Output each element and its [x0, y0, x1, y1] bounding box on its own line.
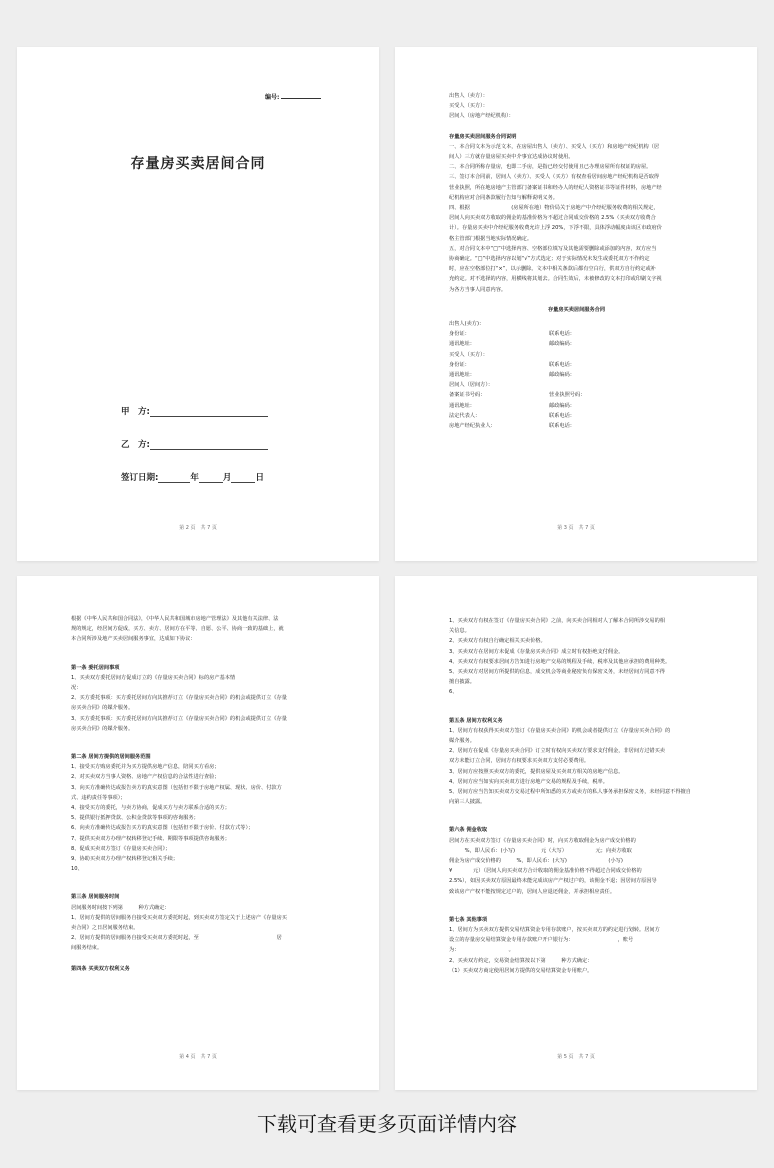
- form-label: 联系电话：: [549, 331, 575, 338]
- text-line: 2、买方委托事项：买方委托居间方向其推荐订立《存量房买卖合同》的机会或提供订立《存量: [71, 695, 287, 702]
- text-line: 2、居间方提供的居间服务自接受买卖双方委托时起，至 居: [71, 935, 282, 942]
- text-line: 2、对买卖双方当事人资格、房地产产权信息的合法性进行查验；: [71, 774, 220, 781]
- text-line: 1、买卖双方有权在签订《存量房买卖合同》之前，向买卖合同相对人了解本合同所涉交易的相: [449, 618, 665, 624]
- text-line: 1、买卖双方委托居间方促成订立的《存量房买卖合同》标的房产基本情: [71, 674, 236, 681]
- text-line: 一、本合同文本为示范文本，在房屋出售人（卖方）、买受人（买方）和房地产经纪机构（居: [449, 143, 660, 150]
- text-line: 房买卖合同》的媒介服务。: [71, 705, 134, 712]
- form-label: 法定代表人：: [449, 412, 481, 419]
- text-line: 5、买卖双方对居间方所提供的信息，成交机会等商业秘密负有保密义务，未经居间方同意不得: [449, 669, 665, 676]
- article-3-body: [71, 903, 326, 954]
- article-6-title: 第六条 佣金收取: [449, 827, 488, 834]
- form-label: 居间人（居间方）：: [449, 382, 494, 389]
- text-line: 房买卖合同》的媒介服务。: [71, 725, 134, 732]
- notes-page: [395, 47, 757, 561]
- text-line: 2、买卖双方有权自行确定相关买卖价格。: [449, 638, 546, 645]
- article-4-body: [449, 616, 704, 698]
- text-line: 营业执照，所在地房地产主管部门备案证书和经办人的经纪人资格证书等证件材料，房地产经: [449, 184, 662, 191]
- text-line: 计）。存量房买卖中介经纪服务收费允许上浮 20%，下浮不限，具体浮动幅度由该区市政府价: [449, 225, 662, 232]
- form-label: 联系电话：: [549, 361, 575, 368]
- articles-content-2: [449, 616, 704, 976]
- text-line: 双方未能订立合同，居间方有权要求买卖双方支付必要费用。: [449, 758, 590, 765]
- form-label: 买受人（买方）：: [449, 351, 488, 358]
- text-line: 3、买卖双方在居间方未促成《存量房买卖合同》成立时有权拒绝支付佣金。: [449, 648, 624, 655]
- form-label: 营业执照号码：: [549, 392, 586, 399]
- articles-page-2: [395, 576, 757, 1090]
- intro-text: [71, 614, 326, 645]
- form-label: 邮政编码：: [549, 341, 575, 348]
- text-line: 6、: [449, 689, 458, 696]
- form-label: 通讯地址：: [449, 341, 475, 348]
- download-caption: 下载可查看更多页面详情内容: [257, 1112, 517, 1136]
- text-line: 居间人向买卖双方收取的佣金的基准价格为不超过合同成交价格的 2.5%（买卖双方收费合: [449, 215, 656, 222]
- notes-list: [449, 142, 704, 295]
- article-2-body: [71, 762, 326, 874]
- text-line: 居间人（房地产经纪机构）：: [449, 113, 514, 120]
- text-line: 格主管部门根据当地实际情况确定。: [449, 235, 533, 242]
- form-label: [549, 380, 649, 390]
- form-label: [549, 350, 649, 360]
- text-line: 间服务结束。: [71, 945, 103, 952]
- party-b: 乙 方:: [121, 438, 268, 450]
- form-label: 通讯地址：: [449, 372, 475, 379]
- text-line: （1）买卖双方商定使用居间方提供的交易结算资金专用账户。: [449, 967, 593, 974]
- text-line: 1、居间方提供的居间服务自接受买卖双方委托时起，到买卖双方签定关于上述房产《存量房买: [71, 914, 287, 921]
- text-line: %，即人民币：(小写) 元（大写） 元；向卖方收取: [449, 847, 632, 854]
- article-4-title: 第四条 买卖双方权利义务: [71, 965, 130, 972]
- text-line: 4、接受买方的委托，与卖方协商，促成买方与卖方联系合适的买方；: [71, 805, 230, 812]
- form-row: [449, 390, 704, 400]
- form-row: [449, 350, 704, 360]
- contract-number: 编号:: [265, 92, 321, 101]
- text-line: 4、居间方应当如实向买卖双方进行房地产交易的规程及手续，税率。: [449, 778, 608, 785]
- text-line: 2.5%），如因买卖双方原因最终未能完成该房产产权过户的，该佣金不退；因居间方原因导: [449, 878, 657, 885]
- text-line: 致该房产产权不能按规定过户的，居间人应退还佣金，并承担相应责任。: [449, 888, 616, 895]
- text-line: 2、买卖双方约定，交易资金结算按以下第 种方式确定：: [449, 957, 593, 964]
- text-line: 时，应在空格部位打“×”，以示删除。文本中相关条款后都有空白行，供双方自行约定或补: [449, 266, 656, 273]
- text-line: 本合同所涉及地产买卖居间服务事宜，达成如下协议：: [71, 636, 196, 643]
- form-label: 联系电话：: [549, 423, 575, 430]
- article-7-title: 第七条 其他事项: [449, 916, 488, 923]
- form-label: 出售人(卖方)：: [449, 321, 485, 328]
- text-line: 根据《中华人民共和国合同法》，《中华人民共和国城市房地产管理法》及其他有关法律、法: [71, 616, 279, 622]
- form-label: 邮政编码：: [549, 402, 575, 409]
- text-line: 关信息。: [449, 628, 470, 635]
- form-label: 房地产经纪执业人：: [449, 423, 496, 430]
- article-5-title: 第五条 居间方权利义务: [449, 717, 503, 724]
- form-label: 通讯地址：: [449, 402, 475, 409]
- text-line: 1、接受买方购房委托并为买方提供房地产信息，陪同买方看房；: [71, 764, 220, 771]
- text-line: 式、违约责任等事项）；: [71, 794, 126, 801]
- article-5-body: [449, 726, 704, 808]
- text-line: 买受人（买方）：: [449, 103, 488, 110]
- text-line: 间人）三方就存量房屋买卖中介事宜达成协议时使用。: [449, 154, 574, 161]
- text-line: 1、居间方有权获得买卖双方签订《存量房买卖合同》的机会或者提供订立《存量房买卖合同》的: [449, 727, 671, 734]
- articles-content-1: [71, 614, 326, 974]
- articles-page-1: [17, 576, 379, 1090]
- form-row: [449, 370, 704, 380]
- text-line: 二、本合同所称存量房，也即二手房，是指已经交付使用且已办理房屋所有权证的房屋。: [449, 164, 652, 171]
- text-line: 居间方在买卖双方签订《存量房买卖合同》时，向买方收取佣金为房产成交价格的: [449, 837, 636, 844]
- text-line: 规的规定，经居间方促成，买方、卖方、居间方在平等、自愿、公平、协商一致的基础上，就: [71, 626, 284, 633]
- sign-date: 签订日期: 年 月 日: [121, 473, 264, 483]
- article-1-body: [71, 673, 326, 734]
- form-row: [449, 360, 704, 370]
- cover-title: 存量房买卖居间合同: [130, 156, 266, 172]
- text-line: 况：: [71, 685, 82, 692]
- page-footer: 第 5 页 共 7 页: [557, 1054, 595, 1060]
- form-label: 身份证：: [449, 331, 470, 338]
- article-6-body: [449, 836, 704, 897]
- text-line: 7、提供买卖双方办理产权转移登记手续、期限等事项提供咨询服务；: [71, 835, 230, 842]
- text-line: 9、协助买卖双方办理产权转移登记相关手续；: [71, 856, 179, 863]
- text-line: 1、居间方为买卖双方提供交易结算资金专用存款账户，按买卖双方的约定进行划转。居间方: [449, 927, 660, 934]
- notes-content: [449, 91, 704, 431]
- form-label: 身份证：: [449, 361, 470, 368]
- text-line: 3、买方委托事项：买方委托居间方向其推荐订立《存量房买卖合同》的机会或提供订立《存量: [71, 715, 287, 722]
- text-line: 为： 。: [449, 947, 514, 954]
- form-row: [449, 411, 704, 421]
- text-line: 五，对合同文本中“□”中选择内容、空格部位填写及其他需要删除或添加的内容，双方应当: [449, 245, 657, 252]
- text-line: 居间服务时间按下列第 种方式确定：: [71, 904, 170, 911]
- article-1-title: 第一条 委托居间事项: [71, 664, 120, 671]
- text-line: 8、促成买卖双方签订《存量房买卖合同》；: [71, 845, 171, 852]
- article-2-title: 第二条 居间方提供的居间服务范围: [71, 754, 151, 761]
- text-line: 2、居间方在促成《存量房买卖合同》订立时有权向买卖双方要求支付佣金，非居间方过错买卖: [449, 748, 665, 755]
- article-3-title: 第三条 居间服务时间: [71, 894, 120, 901]
- text-line: 6、向卖方准确传达或报告买方的真实意图（包括但不限于房价、付款方式等）；: [71, 825, 254, 832]
- form-row: [449, 339, 704, 349]
- text-line: 卖合同》之日居间服务结束。: [71, 925, 139, 932]
- form-row: [449, 380, 704, 390]
- text-line: ¥ 元）（居间人向买卖双方合计收取的佣金基准价格不得超过合同成交价格的: [449, 868, 642, 875]
- article-7-body: [449, 925, 704, 976]
- form-row: [449, 401, 704, 411]
- form-row: [449, 319, 704, 329]
- page-footer: 第 4 页 共 7 页: [179, 1054, 217, 1060]
- text-line: 向第三人披露。: [449, 799, 486, 806]
- form-label: 联系电话：: [549, 412, 575, 419]
- text-line: 5、提供银行抵押贷款、公积金贷款等事项的咨询服务；: [71, 815, 199, 822]
- text-line: 四、根据 (房屋所在地）物价局关于房地产中介经纪服务收费的相关规定，: [449, 205, 659, 212]
- text-line: 协商确定。“□”中选择内容以划“√”方式选定；对于实际情况未发生或委托双方不作约定: [449, 256, 650, 263]
- text-line: 3、向买方准确传达或报告卖方的真实意图（包括但不限于房地产权属、现状、房价、付款方: [71, 784, 282, 791]
- form-row: [449, 329, 704, 339]
- text-line: 为各方当事人同意内容。: [449, 286, 507, 293]
- notes-title: 存量房买卖居间服务合同说明: [449, 133, 517, 140]
- contract-number-line: [281, 98, 321, 99]
- form-label: [549, 319, 649, 329]
- party-form: [449, 319, 704, 431]
- text-line: 媒介服务。: [449, 738, 475, 745]
- page-footer: 第 2 页 共 7 页: [179, 525, 217, 531]
- text-line: 3、居间方应按照买卖双方的委托，提供房屋及买卖双方相关的房地产信息。: [449, 768, 624, 775]
- text-line: 擅自披露。: [449, 679, 475, 686]
- text-line: 充约定。对不选择的内容，用横线将其划去。合同生效后，未被修改的文本打印或印刷文字视: [449, 276, 662, 283]
- text-line: 出售人（卖方）：: [449, 93, 488, 99]
- text-line: 4、买卖双方有权要求居间方告知进行房地产交易的规程及手续，税率及其他应承担的费用种类。: [449, 658, 671, 665]
- text-line: 三、签订本合同前，居间人（卖方）、买受人（买方）有权查看居间房地产经纪机构是否取得: [449, 174, 660, 181]
- page-footer: 第 3 页 共 7 页: [557, 525, 595, 531]
- form-label: 邮政编码：: [549, 372, 575, 379]
- text-line: 5、居间方应当告知买卖双方交易过程中所知悉的买方或卖方的私人事务承担保密义务，未经同意不得擅自: [449, 789, 691, 796]
- form-title: 存量房买卖居间服务合同: [547, 306, 606, 313]
- text-line: 设立的存量房交易结算资金专用存款账户开户银行为： ，账号: [449, 937, 634, 944]
- text-line: 纪机构应对合同条款履行告知与解释说明义务。: [449, 194, 558, 201]
- party-a: 甲 方:: [121, 405, 268, 417]
- form-label: 备案证书号码：: [449, 392, 486, 399]
- text-line: 佣金为房产成交价格的 %，即人民币：(大写) (小写): [449, 858, 623, 865]
- form-row: [449, 421, 704, 431]
- text-line: 10、: [71, 866, 83, 873]
- cover-page: [17, 47, 379, 561]
